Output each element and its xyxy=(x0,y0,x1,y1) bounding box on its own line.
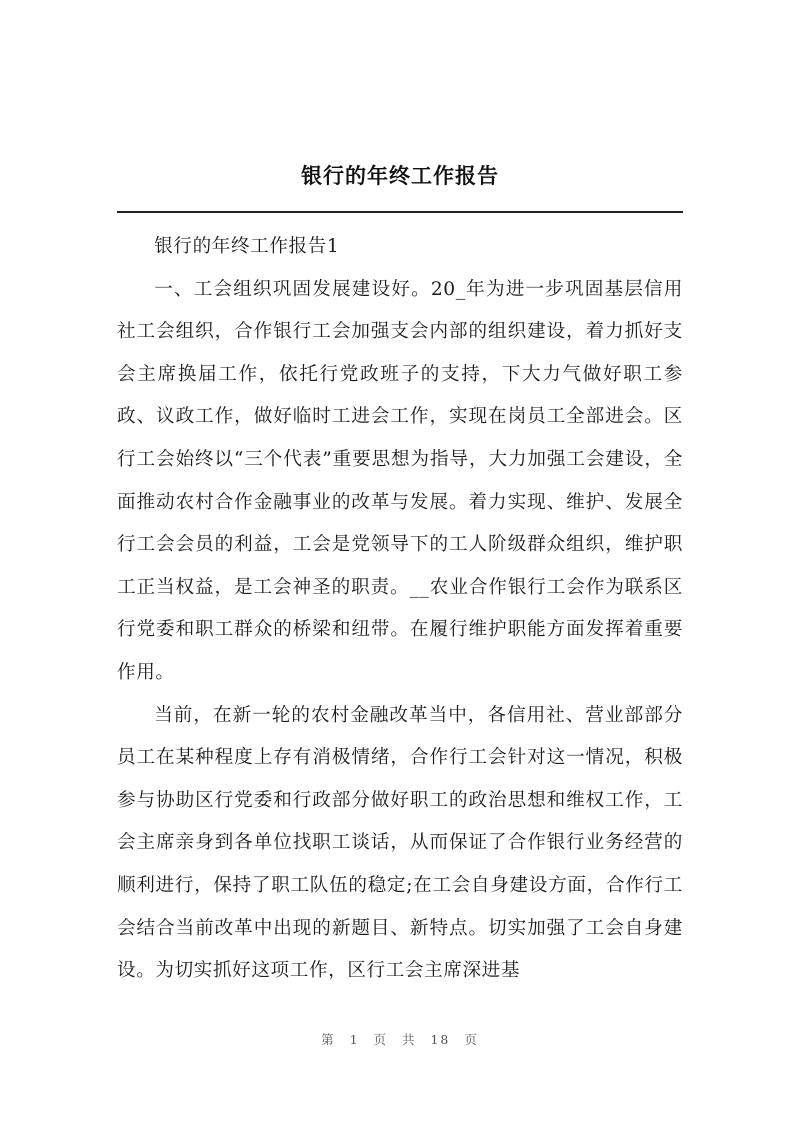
document-body xyxy=(117,226,683,993)
paragraph: 当前，在新一轮的农村金融改革当中，各信用社、营业部部分员工在某种程度上存有消极情绪，合作行工会针对这一情况，积极参与协助区行党委和行政部分做好职工的政治思想和维权工作，工会主席亲身到各单位找职工谈话，从而保证了合作银行业务经营的顺利进行，保持了职工队伍的稳定;在工会自身建设方面，合作行工会结合当前改革中出现的新题目、新特点。切实加强了工会自身建设。为切实抓好这项工作，区行工会主席深进基 xyxy=(117,704,683,982)
page-footer: 第 1 页 共 18 页 xyxy=(321,1032,479,1047)
paragraph-heading: 银行的年终工作报告1 xyxy=(154,236,340,257)
document-title: 银行的年终工作报告 xyxy=(301,164,499,188)
title-divider xyxy=(117,211,683,213)
paragraph: 一、工会组织巩固发展建设好。20_年为进一步巩固基层信用社工会组织，合作银行工会加强支会内部的组织建设，着力抓好支会主席换届工作，依托行党政班子的支持，下大力气做好职工参政、议政工作，做好临时工进会工作，实现在岗员工全部进会。区行工会始终以“三个代表”重要思想为指导，大力加强工会建设，全面推动农村合作金融事业的改革与发展。着力实现、维护、发展全行工会会员的利益，工会是党领导下的工人阶级群众组织，维护职工正当权益，是工会神圣的职责。__农业合作银行工会作为联系区行党委和职工群众的桥梁和纽带。在履行维护职能方面发挥着重要作用。 xyxy=(117,278,683,683)
